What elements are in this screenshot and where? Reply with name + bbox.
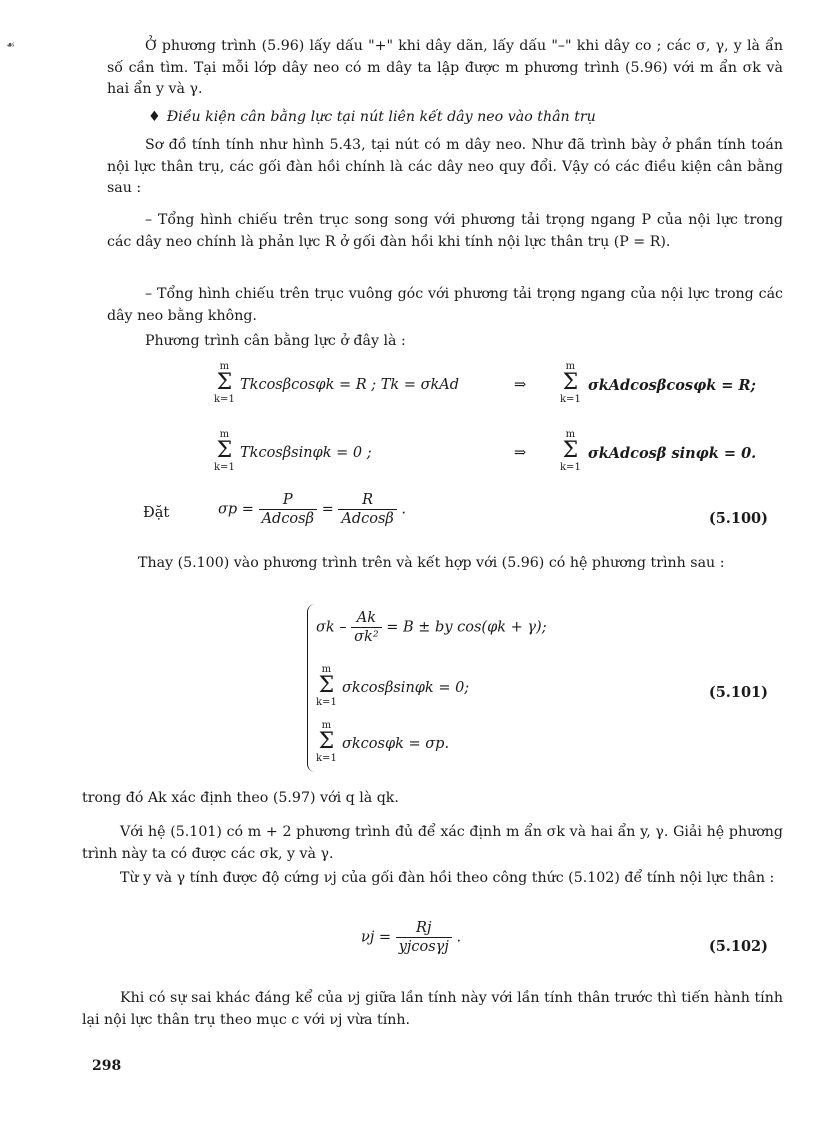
implies-arrow: ⇒ bbox=[514, 445, 527, 461]
margin-mark: ☙ bbox=[6, 40, 15, 51]
paragraph-sign-convention: Ở phương trình (5.96) lấy dấu "+" khi dây dãn, lấy dấu "–" khi dây co ; các σ, γ, y là ẩn số cần tìm. Tại mỗi lớp dây neo có m dây ta lập được m phương trình (5.96) với m ẩn σk và hai ẩn y và γ. bbox=[107, 38, 783, 97]
paragraph-recalculation: Khi có sự sai khác đáng kể của νj giữa lần tính này với lần tính thân trước thì tiến hành tính lại nội lực thân trụ theo mục c với νj vừa tính. bbox=[82, 990, 783, 1028]
equation-b-right: σkAdcosβ sinφk = 0. bbox=[588, 445, 757, 462]
equation-5-101-line2: σkcosβsinφk = 0; bbox=[342, 680, 470, 696]
paragraph-substitution: Thay (5.100) vào phương trình trên và kết hợp với (5.96) có hệ phương trình sau : bbox=[138, 555, 725, 571]
section-heading bbox=[148, 109, 596, 125]
paragraph-equilibrium-intro: Phương trình cân bằng lực ở đây là : bbox=[145, 333, 406, 349]
equation-a-left: Tkcosβcosφk = R ; Tk = σkAd bbox=[240, 377, 460, 393]
define-label: Đặt bbox=[143, 505, 170, 521]
equation-5-101-line1: σk – $\frac{Ak}{\text{σk²}}$ = B ± by cos(φk + γ); bbox=[316, 610, 547, 645]
heading-text: Điều kiện cân bằng lực tại nút liên kết dây neo vào thân trụ bbox=[166, 109, 596, 125]
equation-number-5-102: (5.102) bbox=[708, 938, 768, 955]
equation-5-102: νj = $\frac{Rj}{yjcos\gamma j}$ . bbox=[361, 920, 462, 955]
sum-operator: m Σ k=1 bbox=[560, 429, 581, 473]
equation-5-101-line3: σkcosφk = σp. bbox=[342, 736, 450, 752]
paragraph-condition-parallel: – Tổng hình chiếu trên trục song song với phương tải trọng ngang P của nội lực trong các dây neo chính là phản lực R ở gối đàn hồi khi tính nội lực thân trụ (P = R). bbox=[107, 212, 783, 250]
paragraph-stiffness: Từ y và γ tính được độ cứng νj của gối đàn hồi theo công thức (5.102) để tính nội lực thân : bbox=[120, 870, 775, 886]
diamond-bullet-icon: ♦ bbox=[148, 109, 161, 125]
paragraph-scheme: Sơ đồ tính tính như hình 5.43, tại nút có m dây neo. Như đã trình bày ở phần tính toán nội lực thân trụ, các gối đàn hồi chính là các dây neo quy đổi. Vậy có các điều kiện cân bằng sau : bbox=[107, 137, 783, 196]
sum-operator: m Σ k=1 bbox=[214, 429, 235, 473]
paragraph-system-solve: Với hệ (5.101) có m + 2 phương trình đủ để xác định m ẩn σk và hai ẩn y, γ. Giải hệ phương trình này ta có được các σk, y và γ. bbox=[82, 824, 783, 862]
page-number: 298 bbox=[92, 1058, 122, 1074]
equation-5-100: σp = $\frac{P}{Adcos\beta}$ = $\frac{R}{Adcos\beta}$ . bbox=[218, 492, 407, 527]
sum-operator: m Σ k=1 bbox=[316, 664, 337, 708]
equation-number-5-100: (5.100) bbox=[708, 510, 768, 527]
sum-operator: m Σ k=1 bbox=[316, 720, 337, 764]
paragraph-where: trong đó Ak xác định theo (5.97) với q là qk. bbox=[82, 790, 399, 806]
implies-arrow: ⇒ bbox=[514, 377, 527, 393]
sum-operator: m Σ k=1 bbox=[214, 361, 235, 405]
equation-number-5-101: (5.101) bbox=[708, 684, 768, 701]
equation-a-right: σkAdcosβcosφk = R; bbox=[588, 377, 756, 394]
sum-operator: m Σ k=1 bbox=[560, 361, 581, 405]
equation-b-left: Tkcosβsinφk = 0 ; bbox=[240, 445, 372, 461]
paragraph-condition-perpendicular: – Tổng hình chiếu trên trục vuông góc với phương tải trọng ngang của nội lực trong các dây neo bằng không. bbox=[107, 286, 783, 324]
